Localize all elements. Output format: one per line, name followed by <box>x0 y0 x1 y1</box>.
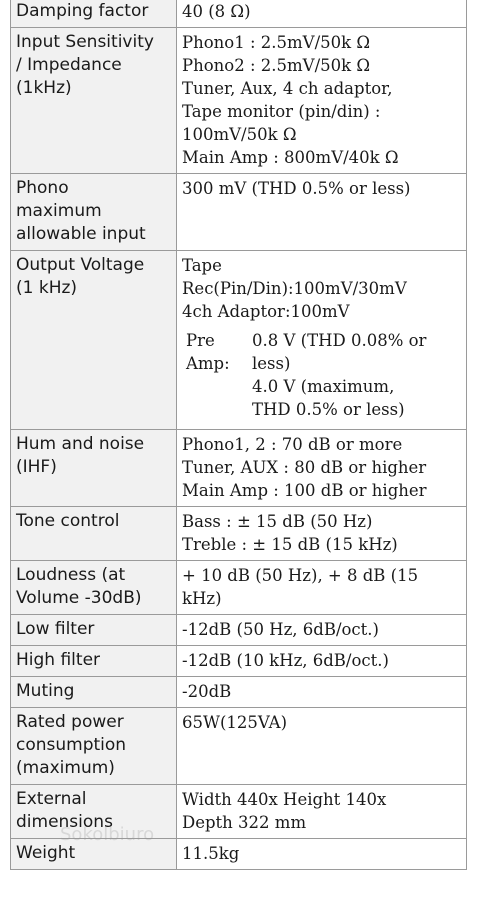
table-row <box>11 615 467 646</box>
spec-value <box>177 507 467 561</box>
spec-label <box>11 785 177 839</box>
spec-label <box>11 839 177 870</box>
cell-line: 300 mV (THD 0.5% or less) <box>182 179 411 198</box>
spec-value <box>177 708 467 785</box>
cell-line: consumption <box>16 735 127 755</box>
cell-line: Phono <box>16 178 69 198</box>
cell-line: Muting <box>16 681 75 701</box>
cell-line: External <box>16 789 87 809</box>
cell-line: 40 (8 Ω) <box>182 2 251 21</box>
spec-value <box>177 785 467 839</box>
cell-line: -12dB (10 kHz, 6dB/oct.) <box>182 651 389 670</box>
cell-line: + 10 dB (50 Hz), + 8 dB (15 <box>182 566 419 585</box>
spec-label <box>11 28 177 174</box>
cell-line: Tone control <box>16 511 120 531</box>
cell-line: Low filter <box>16 619 95 639</box>
spec-table-body <box>11 0 467 870</box>
spec-label <box>11 561 177 615</box>
watermark: Sokolbiuro <box>60 824 155 845</box>
spec-value <box>177 174 467 251</box>
spec-value <box>177 0 467 28</box>
cell-line: Phono2 : 2.5mV/50k Ω <box>182 56 371 75</box>
cell-line: Rec(Pin/Din):100mV/30mV <box>182 279 407 298</box>
table-row <box>11 646 467 677</box>
cell-line: less) <box>252 354 291 373</box>
table-row <box>11 430 467 507</box>
cell-line: (IHF) <box>16 457 57 477</box>
spec-value <box>177 677 467 708</box>
spec-value <box>177 251 467 430</box>
table-row <box>11 708 467 785</box>
cell-line: 100mV/50k Ω <box>182 125 297 144</box>
cell-line: (maximum) <box>16 758 115 778</box>
sub-table-row <box>182 329 430 421</box>
spec-value <box>177 615 467 646</box>
cell-line: Input Sensitivity <box>16 32 154 52</box>
cell-line: Amp: <box>186 354 230 373</box>
cell-line: 11.5kg <box>182 844 240 863</box>
cell-line: Output Voltage <box>16 255 145 275</box>
cell-line: Damping factor <box>16 1 149 21</box>
cell-line: Tape monitor (pin/din) : <box>182 102 381 121</box>
spec-value <box>177 28 467 174</box>
spec-value <box>177 839 467 870</box>
cell-line: Loudness (at <box>16 565 126 585</box>
cell-line: High filter <box>16 650 101 670</box>
spec-table <box>10 0 467 870</box>
spec-label <box>11 0 177 28</box>
sub-table <box>182 329 430 421</box>
cell-line: Treble : ± 15 dB (15 kHz) <box>182 535 398 554</box>
cell-line: Tape <box>182 256 222 275</box>
table-row <box>11 839 467 870</box>
spec-label <box>11 677 177 708</box>
sub-label <box>182 329 248 421</box>
cell-line: Tuner, AUX : 80 dB or higher <box>182 458 427 477</box>
cell-line: (1 kHz) <box>16 278 78 298</box>
cell-line: Main Amp : 800mV/40k Ω <box>182 148 399 167</box>
spec-value <box>177 430 467 507</box>
cell-line: Main Amp : 100 dB or higher <box>182 481 427 500</box>
cell-line: Bass : ± 15 dB (50 Hz) <box>182 512 373 531</box>
table-row <box>11 0 467 28</box>
cell-line: / Impedance <box>16 55 122 75</box>
sub-value <box>248 329 430 421</box>
cell-line: -20dB <box>182 682 232 701</box>
cell-line: maximum <box>16 201 102 221</box>
spec-value <box>177 646 467 677</box>
spec-label <box>11 708 177 785</box>
cell-line: -12dB (50 Hz, 6dB/oct.) <box>182 620 379 639</box>
spec-label <box>11 174 177 251</box>
table-row <box>11 28 467 174</box>
spec-label <box>11 646 177 677</box>
table-row <box>11 785 467 839</box>
cell-line: Phono1, 2 : 70 dB or more <box>182 435 403 454</box>
cell-line: (1kHz) <box>16 78 72 98</box>
cell-line: Phono1 : 2.5mV/50k Ω <box>182 33 371 52</box>
cell-line: dimensions <box>16 812 113 832</box>
table-row <box>11 251 467 430</box>
cell-line: Tuner, Aux, 4 ch adaptor, <box>182 79 393 98</box>
table-row <box>11 507 467 561</box>
cell-line: Hum and noise <box>16 434 145 454</box>
cell-line: Pre <box>186 331 215 350</box>
cell-line: 0.8 V (THD 0.08% or <box>252 331 427 350</box>
table-row <box>11 561 467 615</box>
cell-line: 65W(125VA) <box>182 713 288 732</box>
spec-value <box>177 561 467 615</box>
cell-line: allowable input <box>16 224 146 244</box>
cell-line: THD 0.5% or less) <box>252 400 405 419</box>
cell-line: Rated power <box>16 712 124 732</box>
cell-line: Width 440x Height 140x <box>182 790 387 809</box>
cell-line: Weight <box>16 843 76 863</box>
spec-label <box>11 615 177 646</box>
spec-label <box>11 430 177 507</box>
cell-line: Volume -30dB) <box>16 588 142 608</box>
spec-label <box>11 507 177 561</box>
table-row <box>11 677 467 708</box>
spec-label <box>11 251 177 430</box>
cell-line: kHz) <box>182 589 222 608</box>
cell-line: 4.0 V (maximum, <box>252 377 395 396</box>
table-row <box>11 174 467 251</box>
cell-line: 4ch Adaptor:100mV <box>182 302 350 321</box>
cell-line: Depth 322 mm <box>182 813 307 832</box>
